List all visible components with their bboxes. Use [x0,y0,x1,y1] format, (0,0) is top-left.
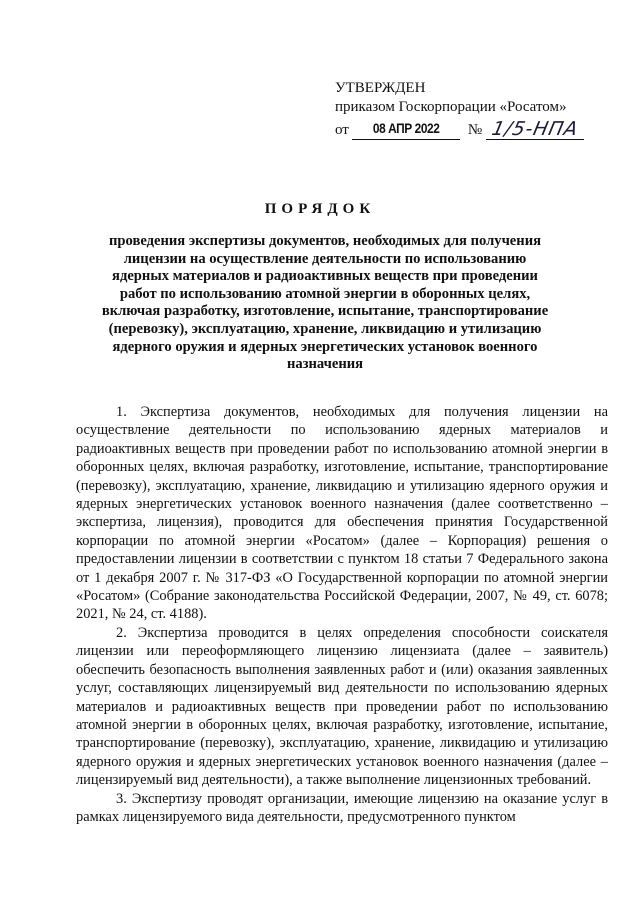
approval-heading: УТВЕРЖДЕН [335,80,426,96]
number-field [486,117,584,140]
number-prefix: № [467,122,483,138]
paragraph-2: 2. Экспертиза проводится в целях определения способности соискателя лицензии или переоформляющего лицензию лицензиата (далее – заявитель) обеспечить безопасность выполнения заявленных работ и (или) оказания заявленных услуг, составляющих лицензируемый вид деятельности по использованию ядерных материалов и радиоактивных веществ при проведении работ по использованию атомной энергии в оборонных целях, включая разработку, изготовление, испытание, транспортирование (перевозку), эксплуатацию, хранение, ликвидацию и утилизацию ядерного оружия и ядерных энергетических установок военного назначения (далее – лицензируемый вид деятельности), а также выполнение лицензионных требований. [76,624,608,789]
date-prefix: от [335,122,349,138]
handwritten-number: 1/5-НПА [489,118,581,140]
paragraph-3: 3. Экспертизу проводят организации, имеющие лицензию на оказание услуг в рамках лицензируемого вида деятельности, предусмотренного пунктом [76,790,608,825]
date-stamp-value: 08 АПР 2022 [372,120,440,136]
date-field [352,119,460,140]
paragraph-1: 1. Экспертиза документов, необходимых для получения лицензии на осуществление деятельности по использованию ядерных материалов и радиоактивных веществ при проведении работ по использованию атомной энергии в оборонных целях, включая разработку, изготовление, испытание, транспортирование (перевозку), эксплуатацию, хранение, ликвидацию и утилизацию ядерного оружия и ядерных энергетических установок военного назначения (далее соответственно – экспертиза, лицензия), проводится для обеспечения принятия Государственной корпорации по атомной энергии «Росатом» (далее – Корпорация) решения о предоставлении лицензии в соответствии с пунктом 18 статьи 7 Федерального закона от 1 декабря 2007 г. № 317-ФЗ «О Государственной корпорации по атомной энергии «Росатом» (Собрание законодательства Российской Федерации, 2007, № 49, ст. 6078; 2021, № 24, ст. 4188). [76,404,608,623]
document-title: ПОРЯДОК [264,201,376,217]
approval-stamp [335,79,625,140]
document-subtitle: проведения экспертизы документов, необходимых для получения лицензии на осуществление деятельности по использованию ядерных материалов и радиоактивных веществ при проведении работ по использованию атомной энергии в оборонных целях, включая разработку, изготовление, испытание, транспортирование (перевозку), эксплуатацию, хранение, ликвидацию и утилизацию ядерного оружия и ядерных энергетических установок военного назначения [101,233,549,373]
document-body [76,403,608,826]
approval-date-number-row [335,117,625,140]
approval-order-line: приказом Госкорпорации «Росатом» [335,99,567,115]
